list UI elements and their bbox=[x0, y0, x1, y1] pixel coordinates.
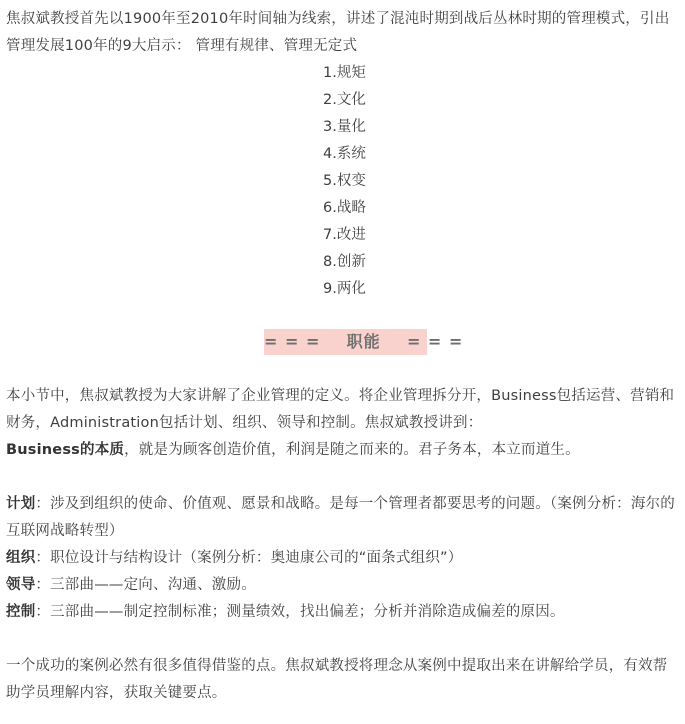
list-item: 9.两化 bbox=[323, 281, 366, 297]
business-label: Business的本质 bbox=[6, 442, 125, 458]
plan-text: ：涉及到组织的使命、价值观、愿景和战略。是每一个管理者都要思考的问题。（案例分析：海尔的互联网战略转型） bbox=[6, 496, 675, 539]
control-label: 控制 bbox=[6, 604, 36, 620]
list-item: 8.创新 bbox=[323, 254, 366, 270]
organize-paragraph bbox=[6, 545, 682, 572]
plan-paragraph bbox=[6, 491, 682, 545]
section-heading bbox=[264, 329, 464, 355]
lead-label: 领导 bbox=[6, 577, 36, 593]
heading-eq-right: = = = bbox=[406, 332, 464, 351]
intro-paragraph bbox=[6, 6, 682, 60]
list-item: 4.系统 bbox=[323, 146, 366, 162]
lead-text: ：三部曲——定向、沟通、激励。 bbox=[35, 577, 256, 593]
heading-eq-left: = = = bbox=[264, 332, 321, 351]
list-item: 2.文化 bbox=[323, 92, 366, 108]
insights-list bbox=[0, 60, 685, 303]
business-text: ，就是为顾客创造价值，利润是随之而来的。君子务本，本立而道生。 bbox=[124, 442, 580, 458]
list-item: 3.量化 bbox=[323, 119, 366, 135]
list-item: 6.战略 bbox=[323, 200, 366, 216]
list-item: 5.权变 bbox=[323, 173, 366, 189]
overview-paragraph bbox=[6, 383, 682, 437]
business-paragraph bbox=[6, 437, 682, 464]
closing-text: 一个成功的案例必然有很多值得借鉴的点。焦叔斌教授将理念从案例中提取出来在讲解给学员，有效帮助学员理解内容，获取关键要点。 bbox=[6, 658, 668, 701]
closing-paragraph bbox=[6, 653, 682, 707]
overview-text: 本小节中，焦叔斌教授为大家讲解了企业管理的定义。将企业管理拆分开，Business包括运营、营销和财务，Administration包括计划、组织、领导和控制。焦叔斌教授讲到： bbox=[6, 388, 675, 431]
organize-text: ：职位设计与结构设计（案例分析：奥迪康公司的“面条式组织”） bbox=[35, 550, 463, 566]
lead-paragraph bbox=[6, 572, 682, 599]
list-item: 1.规矩 bbox=[323, 65, 366, 81]
list-item: 7.改进 bbox=[323, 227, 366, 243]
plan-label: 计划 bbox=[6, 496, 36, 512]
heading-title: 职能 bbox=[346, 332, 381, 351]
control-text: ：三部曲——制定控制标准；测量绩效，找出偏差；分析并消除造成偏差的原因。 bbox=[35, 604, 565, 620]
control-paragraph bbox=[6, 599, 682, 626]
intro-text: 焦叔斌教授首先以1900年至2010年时间轴为线索，讲述了混沌时期到战后丛林时期的管理模式，引出管理发展100年的9大启示： 管理有规律、管理无定式 bbox=[6, 11, 670, 54]
organize-label: 组织 bbox=[6, 550, 36, 566]
